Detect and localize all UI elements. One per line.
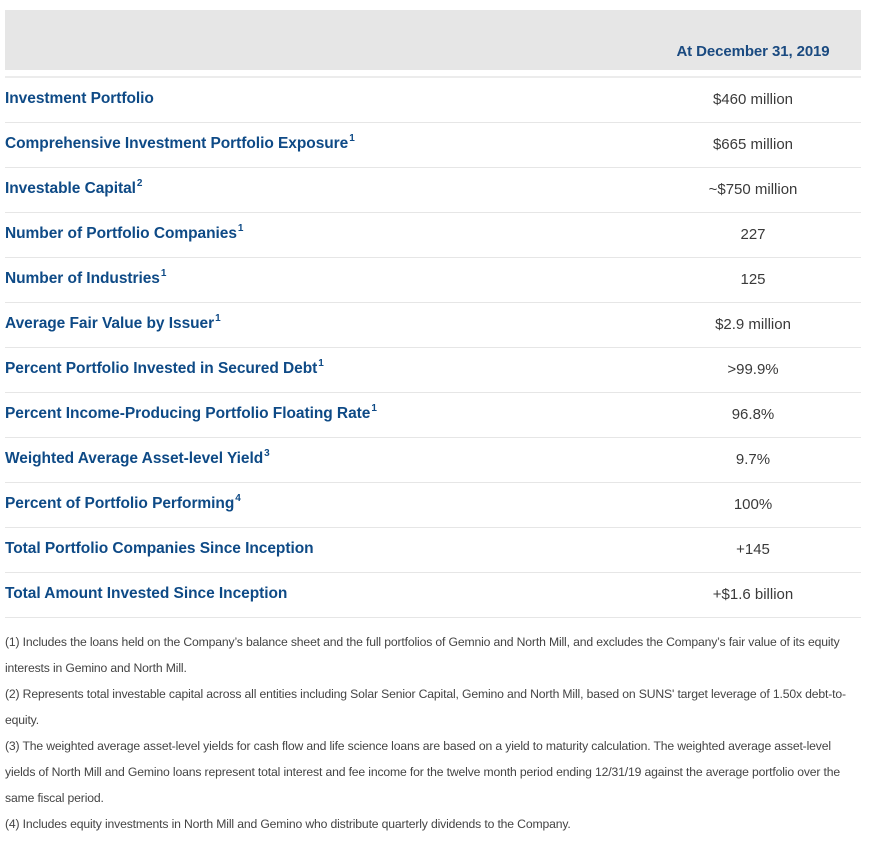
table-row [5,168,861,213]
row-value: $2.9 million [715,316,791,333]
row-value: 227 [740,226,766,243]
table-row [5,258,861,303]
footnote-ref[interactable]: 1 [318,357,324,369]
table-row [5,438,861,483]
footnote-1: (1) Includes the loans held on the Company’s balance sheet and the full portfolios of Gemnio and North Mill, and excludes the Company’s fair value of its equity interests in Gemino and North Mill. [5,635,840,675]
row-label: Comprehensive Investment Portfolio Exposure$^1$ [5,132,355,152]
row-label: Total Amount Invested Since Inception [5,585,288,602]
footnote-ref[interactable]: 3 [264,447,270,459]
table-row [5,123,861,168]
header-divider [5,70,861,78]
footnote-ref[interactable]: 1 [215,312,221,324]
footnote-2: (2) Represents total investable capital across all entities including Solar Senior Capital, Gemino and North Mill, based on SUNS' target leverage of 1.50x debt-to-equity. [5,687,846,727]
row-value: $460 million [712,91,794,108]
row-value: 100% [733,496,773,513]
row-value: 9.7% [735,451,771,468]
row-label: Number of Industries$^1$ [5,267,167,287]
footnotes [5,629,861,837]
table-row [5,213,861,258]
row-label: Total Portfolio Companies Since Inception [5,540,314,557]
footnote-ref[interactable]: 2 [136,177,143,189]
row-label: Number of Portfolio Companies$^1$ [5,222,244,242]
footnote-4: (4) Includes equity investments in North Mill and Gemino who distribute quarterly dividends to the Company. [5,817,571,831]
footnote-ref[interactable]: 1 [160,267,167,279]
row-label: Investment Portfolio [5,90,154,107]
footnote-ref[interactable]: 1 [237,222,244,234]
row-label: Percent of Portfolio Performing$^4$ [5,492,241,512]
row-value: +$1.6 billion [712,586,794,603]
table-row [5,393,861,438]
table-row [5,303,861,348]
table-row [5,348,861,393]
row-label: Percent Income-Producing Portfolio Floating Rate$^1$ [5,402,377,422]
table-row [5,78,861,123]
footnote-3: (3) The weighted average asset-level yields for cash flow and life science loans are based on a yield to maturity calculation. The weighted average asset-level yields of North Mill and Gemino loans represent total interest and fee income for the twelve month period ending 12/31/19 against the average portfolio over the same fiscal period. [5,739,841,805]
footnote-ref[interactable]: 1 [349,132,355,144]
table-body [5,78,861,618]
row-value: +145 [736,541,770,558]
row-value: $665 million [712,136,794,153]
row-label: Percent Portfolio Invested in Secured Debt$^1$ [5,357,324,377]
table-row [5,528,861,573]
footnote-ref[interactable]: 1 [371,402,377,414]
row-value: 96.8% [731,406,775,423]
table-row [5,573,861,618]
row-value: ~$750 million [708,181,798,198]
row-label: Average Fair Value by Issuer$^1$ [5,312,221,332]
row-label: Investable Capital$^2$ [5,177,143,197]
table-row [5,483,861,528]
portfolio-summary [5,10,861,837]
footnote-ref[interactable]: 4 [235,492,241,504]
table-header [5,10,861,70]
column-header-date: At December 31, 2019 [676,43,830,60]
row-value: >99.9% [727,361,779,378]
row-label: Weighted Average Asset-level Yield$^3$ [5,447,270,467]
row-value: 125 [740,271,766,288]
